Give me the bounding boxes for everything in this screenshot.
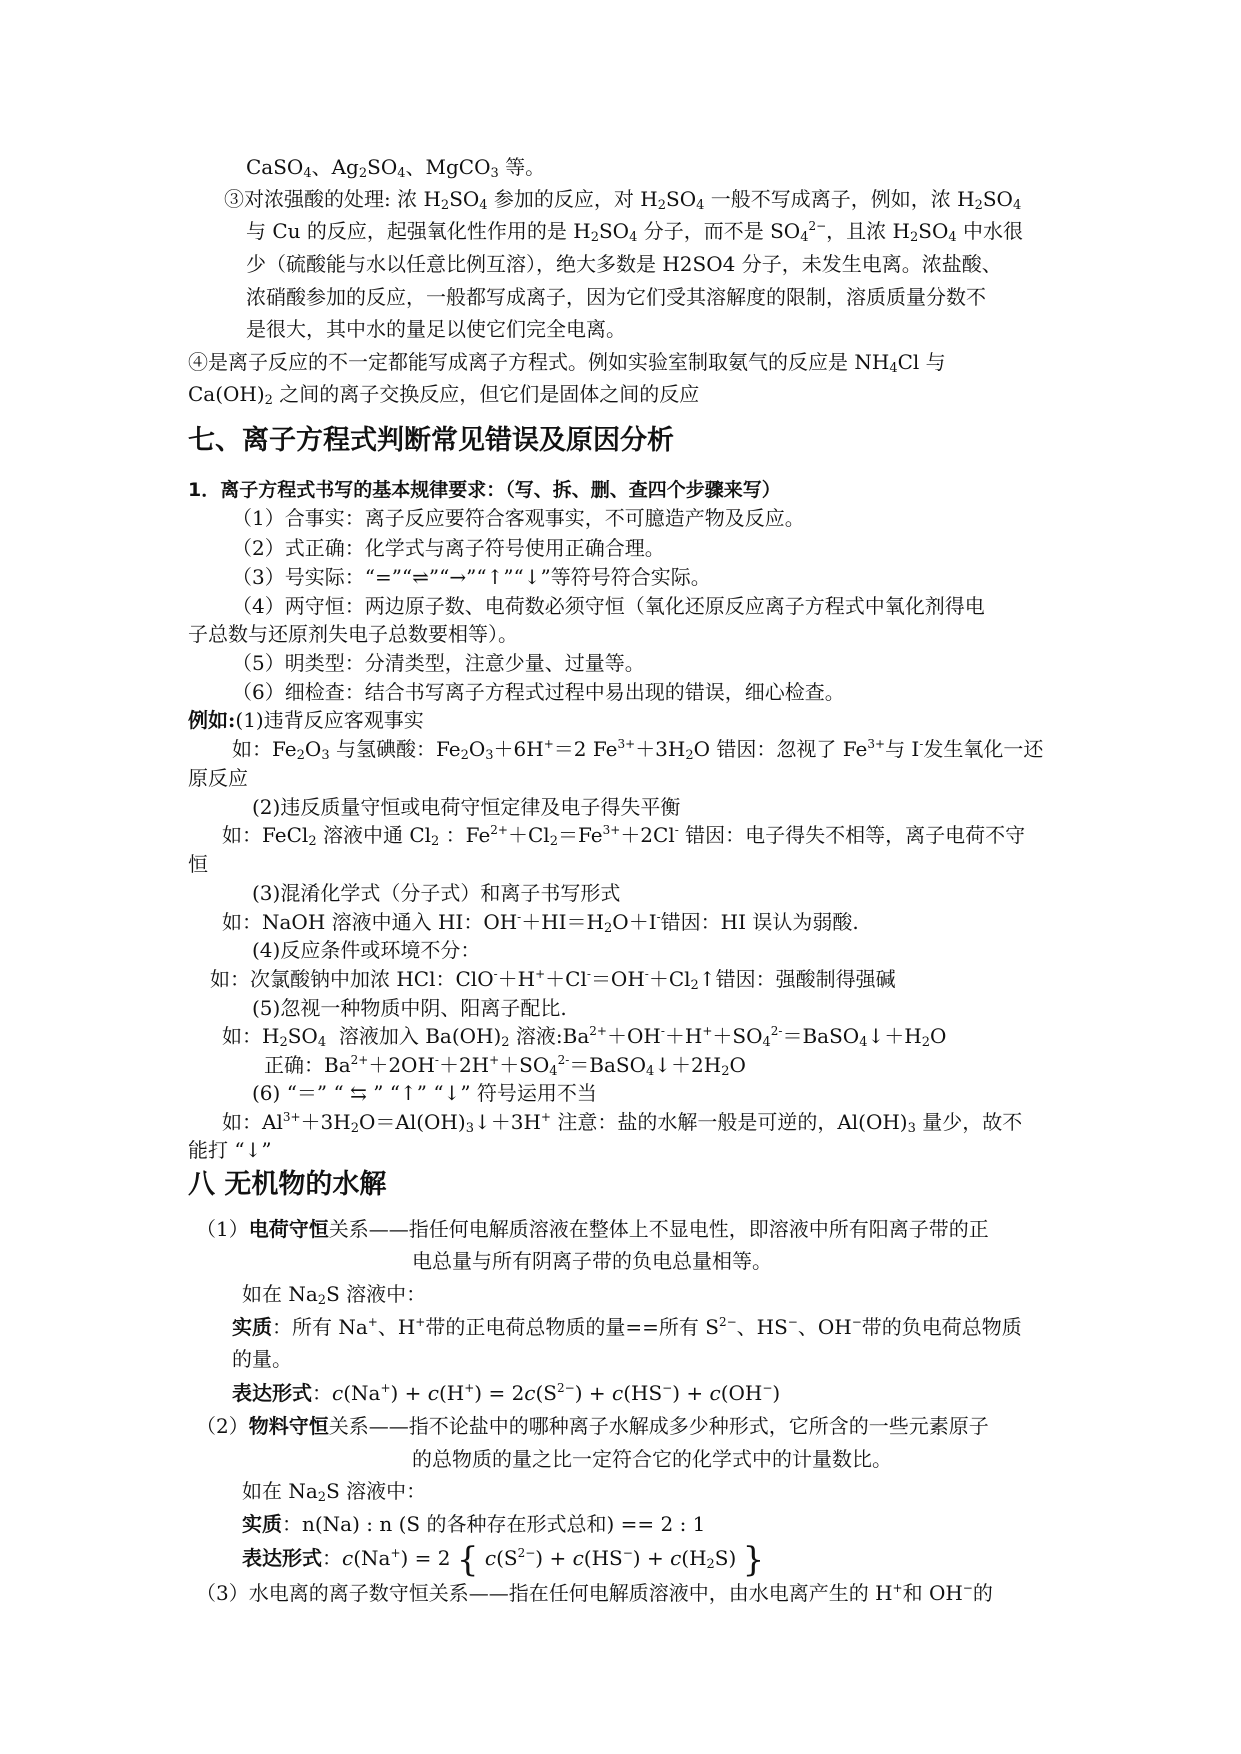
text-line: 正确：$Ba^{2+}+2OH^-+2H^++SO_4^{2-}=BaSO_4↓+2H_2O$ xyxy=(264,1053,746,1079)
text-line: （2）物料守恒关系——指不论盐中的哪种离子水解成多少种形式，它所含的一些元素原子 xyxy=(196,1414,989,1438)
text-line: 原反应 xyxy=(188,766,248,790)
text-line: (5)忽视一种物质中阴、阳离子配比. xyxy=(252,996,567,1020)
text-line: 如：$Fe_2O_3$ 与氢碘酸：$Fe_2O_3+6H^+=2$ $Fe^{3+}+3H_2O$ 错因：忽视了 $Fe^{3+}$与 I-发生氧化一还 xyxy=(232,737,1044,763)
text-line: 实质：所有 Na+、H+带的正电荷总物质的量==所有 $S^{2-}$、HS−、OH−带的负电荷总物质 xyxy=(232,1315,1022,1339)
text-line: 实质：n(Na) : n (S 的各种存在形式总和) == 2 : 1 xyxy=(242,1512,706,1536)
text-line: 与 Cu 的反应，起强氧化性作用的是 $H_2SO_4$ 分子，而不是 $SO_4^{2-}$，且浓 $H_2SO_4$ 中水很 xyxy=(246,219,1024,245)
text-line: (6) “＝” “ ⇆ ” “↑” “↓” 符号运用不当 xyxy=(252,1081,597,1105)
text-line: 恒 xyxy=(188,852,208,876)
text-line: CaSO$_4$、$Ag_2SO_4$、MgCO$_3$ 等。 xyxy=(246,155,546,181)
text-line: 能打 “↓” xyxy=(188,1138,272,1162)
text-line: （6）细检查：结合书写离子方程式过程中易出现的错误，细心检查。 xyxy=(232,680,845,704)
text-line: 子总数与还原剂失电子总数要相等）。 xyxy=(188,622,518,646)
text-line: 浓硝酸参加的反应，一般都写成离子，因为它们受其溶解度的限制，溶质质量分数不 xyxy=(246,285,986,309)
text-line: 如：次氯酸钠中加浓 HCl：$ClO^-+H^++Cl^-=OH^-+Cl_2↑$错因：强酸制得强碱 xyxy=(210,967,896,993)
text-line: 如在 $Na_2S$ 溶液中： xyxy=(242,1282,427,1308)
text-line: 如在 $Na_2S$ 溶液中： xyxy=(242,1479,427,1505)
text-line: ④是离子反应的不一定都能写成离子方程式。例如实验室制取氨气的反应是 $NH_4Cl$ 与 xyxy=(188,350,946,376)
subsection-heading: 1．离子方程式书写的基本规律要求：（写、拆、删、查四个步骤来写） xyxy=(188,479,781,501)
text-line: 少（硫酸能与水以任意比例互溶），绝大多数是 H2SO4 分子，未发生电离。浓盐酸、 xyxy=(246,252,1002,276)
text-line: （3）水电离的离子数守恒关系——指在任何电解质溶液中，由水电离产生的 H+和 OH−的 xyxy=(196,1581,993,1605)
text-line: (3)混淆化学式（分子式）和离子书写形式 xyxy=(252,881,621,905)
text-line: （3）号实际：“=”“⇌”“→”“↑”“↓”等符号符合实际。 xyxy=(232,565,711,589)
text-line: (4)反应条件或环境不分： xyxy=(252,938,481,962)
text-line: 例如:(1)违背反应客观事实 xyxy=(188,708,424,732)
text-line: 的总物质的量之比一定符合它的化学式中的计量数比。 xyxy=(412,1447,892,1471)
formula-line: 表达形式：c(Na+) = 2 { $c(S^{2-}) + c(HS^-) + c(H_2S)$ } xyxy=(242,1540,765,1580)
text-line: 如：$H_2SO_4$ 溶液加入 $Ba(OH)_2$ 溶液$:Ba^{2+}+OH^-+H^++SO_4^{2-}=BaSO_4↓+H_2O$ xyxy=(222,1024,947,1050)
text-line: 如：NaOH 溶液中通入 HI：$OH^-+HI=H_2O+I^-$错因：HI 误认为弱酸. xyxy=(222,910,859,936)
text-line: 是很大，其中水的量足以使它们完全电离。 xyxy=(246,317,626,341)
text-line: （2）式正确：化学式与离子符号使用正确合理。 xyxy=(232,536,665,560)
example-label: 例如: xyxy=(188,708,236,732)
section-heading: 八 无机物的水解 xyxy=(188,1169,387,1200)
text-line: （1）电荷守恒关系——指任何电解质溶液在整体上不显电性，即溶液中所有阳离子带的正 xyxy=(196,1217,989,1241)
text-line: (2)违反质量守恒或电荷守恒定律及电子得失平衡 xyxy=(252,795,681,819)
text-line: （4）两守恒：两边原子数、电荷数必须守恒（氧化还原反应离子方程式中氧化剂得电 xyxy=(232,594,985,618)
formula-line: 表达形式：$c(Na^+) + c(H^+) = 2c(S^{2-}) + c(HS^-) + c(OH^-)$ xyxy=(232,1381,781,1405)
section-heading: 七、离子方程式判断常见错误及原因分析 xyxy=(188,425,674,456)
text-line: （5）明类型：分清类型，注意少量、过量等。 xyxy=(232,651,645,675)
text-line: ③对浓强酸的处理: 浓 $H_2SO_4$ 参加的反应，对 $H_2SO_4$ 一般不写成离子，例如，浓 $H_2SO_4$ xyxy=(224,187,1022,213)
text-line: 如：FeCl$_2$ 溶液中通 $Cl_2$ ：$Fe^{2+}+Cl_2=Fe^{3+}+2Cl^-$ 错因：电子得失不相等，离子电荷不守 xyxy=(222,823,1026,849)
text-line: 电总量与所有阴离子带的负电总量相等。 xyxy=(412,1249,772,1273)
text-line: $Ca(OH)_2$ 之间的离子交换反应，但它们是固体之间的反应 xyxy=(188,382,700,408)
text-line: 如：$Al^{3+}+3H_2O=Al(OH)_3↓+3H^+$ 注意：盐的水解一般是可逆的，$Al(OH)_3$ 量少，故不 xyxy=(222,1110,1023,1136)
text-line: 的量。 xyxy=(232,1347,292,1371)
text-line: （1）合事实：离子反应要符合客观事实，不可臆造产物及反应。 xyxy=(232,506,805,530)
